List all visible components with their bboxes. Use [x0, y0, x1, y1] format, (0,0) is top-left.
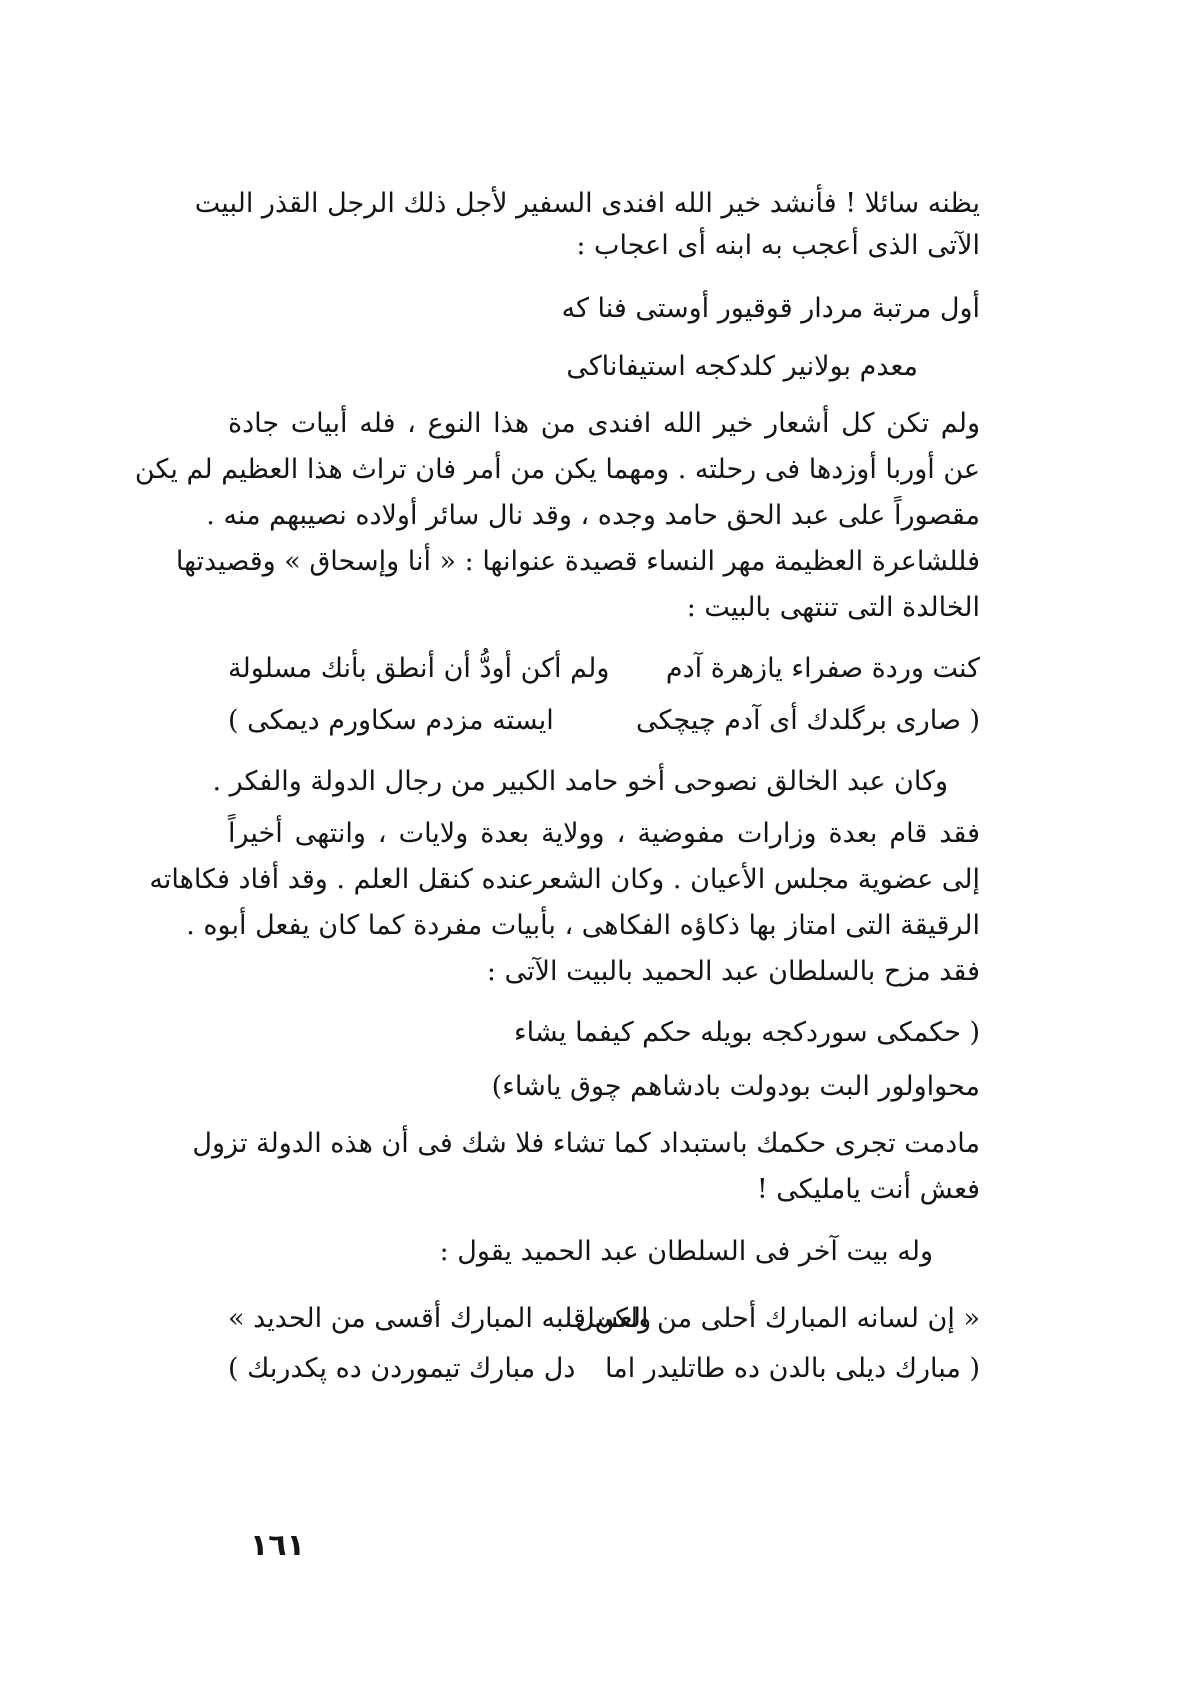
verse-line: أول مرتبة مردار قوقيور أوستى فنا كه: [561, 293, 980, 324]
verse-couplet: [228, 1302, 980, 1336]
text-line: فقد قام بعدة وزارات مفوضية ، وولاية بعدة ولايات ، وانتهى أخيراً: [228, 818, 980, 849]
verse-hemistich-right: كنت وردة صفراء يازهرة آدم: [665, 653, 980, 684]
text-line: الآتى الذى أعجب به ابنه أى اعجاب :: [576, 230, 980, 261]
verse-hemistich-left: دل مبارك تيموردن ده پكدربك ): [228, 1353, 576, 1384]
verse-hemistich-right: « إن لسانه المبارك أحلى من العسل: [575, 1303, 980, 1334]
verse-hemistich-left: ولم أكن أودُّ أن أنطق بأنك مسلولة: [228, 653, 610, 684]
text-line: الرقيقة التى امتاز بها ذكاؤه الفكاهى ، بأبيات مفردة كما كان يفعل أبوه .: [186, 910, 980, 941]
text-line: مادمت تجرى حكمك باستبداد كما تشاء فلا شك فى أن هذه الدولة تزول: [192, 1128, 980, 1159]
text-line: ولم تكن كل أشعار خير الله افندى من هذا النوع ، فله أبيات جادة: [228, 408, 980, 439]
text-line: فللشاعرة العظيمة مهر النساء قصيدة عنوانها : « أنا وإسحاق » وقصيدتها: [175, 546, 980, 577]
page-number: ١٦١: [250, 1528, 305, 1563]
text-line: إلى عضوية مجلس الأعيان . وكان الشعرعنده كنقل العلم . وقد أفاد فكاهاته: [149, 864, 980, 895]
verse-hemistich-left: ولكن قلبه المبارك أقسى من الحديد »: [228, 1303, 652, 1334]
text-line: فعش أنت يامليكى !: [756, 1174, 980, 1205]
verse-couplet: [228, 704, 980, 738]
verse-couplet: [228, 652, 980, 686]
text-line: مقصوراً على عبد الحق حامد وجده ، وقد نال سائر أولاده نصيبهم منه .: [206, 500, 980, 531]
verse-hemistich-left: ايسته مزدم سكاورم ديمكى ): [228, 705, 554, 736]
verse-hemistich-right: ( صارى برگلدك أى آدم چيچكى: [636, 705, 980, 736]
text-line: فقد مزح بالسلطان عبد الحميد بالبيت الآتى :: [486, 956, 980, 987]
text-line: عن أوربا أوزدها فى رحلته . ومهما يكن من أمر فان تراث هذا العظيم لم يكن: [134, 454, 980, 485]
verse-line: ( حكمكى سوردكجه بويله حكم كيفما يشاء: [513, 1017, 980, 1048]
verse-couplet: [228, 1352, 980, 1386]
verse-hemistich-right: ( مبارك ديلى بالدن ده طاتليدر اما: [605, 1353, 980, 1384]
verse-line: معدم بولانير كلدكجه استيفاناكى: [566, 351, 918, 382]
text-line: الخالدة التى تنتهى بالبيت :: [686, 592, 980, 623]
verse-line: محواولور البت بودولت بادشاهم چوق ياشاء): [491, 1071, 980, 1102]
text-line: وله بيت آخر فى السلطان عبد الحميد يقول :: [439, 1236, 933, 1267]
text-line: وكان عبد الخالق نصوحى أخو حامد الكبير من رجال الدولة والفكر .: [212, 766, 948, 797]
text-line: يظنه سائلا ! فأنشد خير الله افندى السفير لأجل ذلك الرجل القذر البيت: [194, 188, 980, 219]
